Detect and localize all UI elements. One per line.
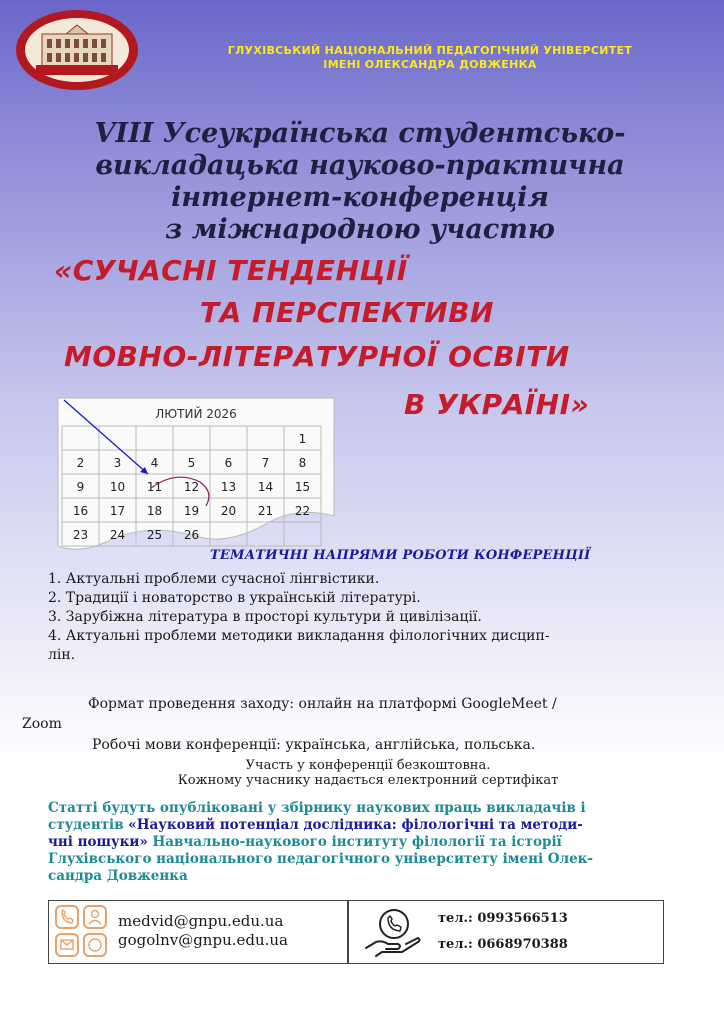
- directions-heading: ТЕМАТИЧНІ НАПРЯМИ РОБОТИ КОНФЕРЕНЦІЇ: [210, 548, 591, 563]
- calendar-month: ЛЮТИЙ 2026: [155, 407, 237, 421]
- calendar-day: 20: [220, 504, 237, 518]
- calendar-day: 23: [72, 528, 89, 542]
- free-participation: Участь у конференції безкоштовна.: [245, 758, 491, 773]
- calendar-day: 18: [146, 504, 163, 518]
- publication-info: [48, 800, 684, 885]
- calendar-day: 25: [146, 528, 163, 542]
- direction-item: 2. Традиції і новаторство в українській літературі.: [48, 590, 421, 606]
- university-line1: ГЛУХІВСЬКИЙ НАЦІОНАЛЬНИЙ ПЕДАГОГІЧНИЙ УНІВЕРСИТЕТ: [227, 44, 633, 57]
- direction-item: лін.: [48, 647, 76, 663]
- publication-line1: Статті будуть опубліковані у збірнику наукових праць викладачів і: [48, 800, 586, 816]
- calendar-day: 7: [261, 456, 270, 470]
- certificate-info: Кожному учаснику надається електронний сертифікат: [177, 773, 559, 788]
- format-line1: Формат проведення заходу: онлайн на платформі GoogleMeet /: [88, 696, 557, 712]
- support-phone-icon: [362, 904, 424, 962]
- calendar-day: 17: [109, 504, 126, 518]
- calendar-day: 1: [298, 432, 307, 446]
- calendar-day: 22: [294, 504, 311, 518]
- calendar-day: 6: [224, 456, 233, 470]
- calendar-day: 2: [76, 456, 85, 470]
- calendar-day: 9: [76, 480, 85, 494]
- calendar-day: 11: [146, 480, 163, 494]
- university-seal-logo: [14, 8, 140, 92]
- conference-description: [30, 118, 690, 246]
- email-link[interactable]: gogolnv@gnpu.edu.ua: [118, 931, 289, 949]
- calendar-day: 21: [257, 504, 274, 518]
- calendar-illustration: [56, 396, 336, 556]
- university-line2: ІМЕНІ ОЛЕКСАНДРА ДОВЖЕНКА: [323, 58, 537, 71]
- format-line2: Zoom: [22, 716, 62, 732]
- conference-line4: з міжнародною участю: [165, 214, 555, 245]
- calendar-day: 3: [113, 456, 122, 470]
- publication-line5: сандра Довженка: [48, 868, 188, 884]
- collection-title-end: чні пошуки»: [48, 834, 148, 850]
- calendar-day: 24: [109, 528, 126, 542]
- conference-line2: викладацька науково-практична: [95, 150, 625, 181]
- phone-icon: [56, 906, 78, 928]
- calendar-day: 19: [183, 504, 200, 518]
- chat-icon: [84, 934, 106, 956]
- publication-line2a: студентів: [48, 817, 129, 833]
- calendar-day: 26: [183, 528, 200, 542]
- title-line4: В УКРАЇНІ»: [404, 388, 590, 421]
- directions-list: [48, 570, 684, 665]
- conference-line1: VIII Усеукраїнська студентсько-: [94, 118, 626, 149]
- title-line2: ТА ПЕРСПЕКТИВИ: [200, 296, 494, 329]
- direction-item: 1. Актуальні проблеми сучасної лінгвістики.: [48, 571, 380, 587]
- format-info: [22, 694, 692, 734]
- phone-number[interactable]: тел.: 0668970388: [438, 937, 568, 952]
- phones: [438, 906, 568, 958]
- calendar-day: 15: [294, 480, 311, 494]
- calendar-day: 16: [72, 504, 89, 518]
- calendar-day: 10: [109, 480, 126, 494]
- collection-title: «Науковий потенціал дослідника: філологічні та методи-: [128, 817, 583, 833]
- languages-info: Робочі мови конференції: українська, англійська, польська.: [92, 737, 536, 753]
- participation-info: [148, 758, 588, 788]
- phone-number[interactable]: тел.: 0993566513: [438, 911, 568, 926]
- title-line1: «СУЧАСНІ ТЕНДЕНЦІЇ: [54, 254, 408, 287]
- conference-line3: інтернет-конференція: [171, 182, 549, 213]
- calendar-day: 8: [298, 456, 307, 470]
- calendar-day: 14: [257, 480, 274, 494]
- title-line3: МОВНО-ЛІТЕРАТУРНОЇ ОСВІТИ: [64, 340, 570, 373]
- contact-icons: [54, 904, 110, 960]
- emails: [118, 912, 288, 950]
- calendar-day: 4: [150, 456, 159, 470]
- calendar-day: 12: [183, 480, 200, 494]
- direction-item: 3. Зарубіжна література в просторі культури й цивілізації.: [48, 609, 482, 625]
- publication-line3b: Навчально-наукового інституту філології та історії: [147, 834, 562, 850]
- publication-line4: Глухівського національного педагогічного університету імені Олек-: [48, 851, 594, 867]
- email-link[interactable]: medvid@gnpu.edu.ua: [118, 912, 284, 930]
- calendar-day: 5: [187, 456, 196, 470]
- direction-item: 4. Актуальні проблеми методики викладання філологічних дисцип-: [48, 628, 550, 644]
- calendar-day: 13: [220, 480, 237, 494]
- university-name: [160, 44, 700, 72]
